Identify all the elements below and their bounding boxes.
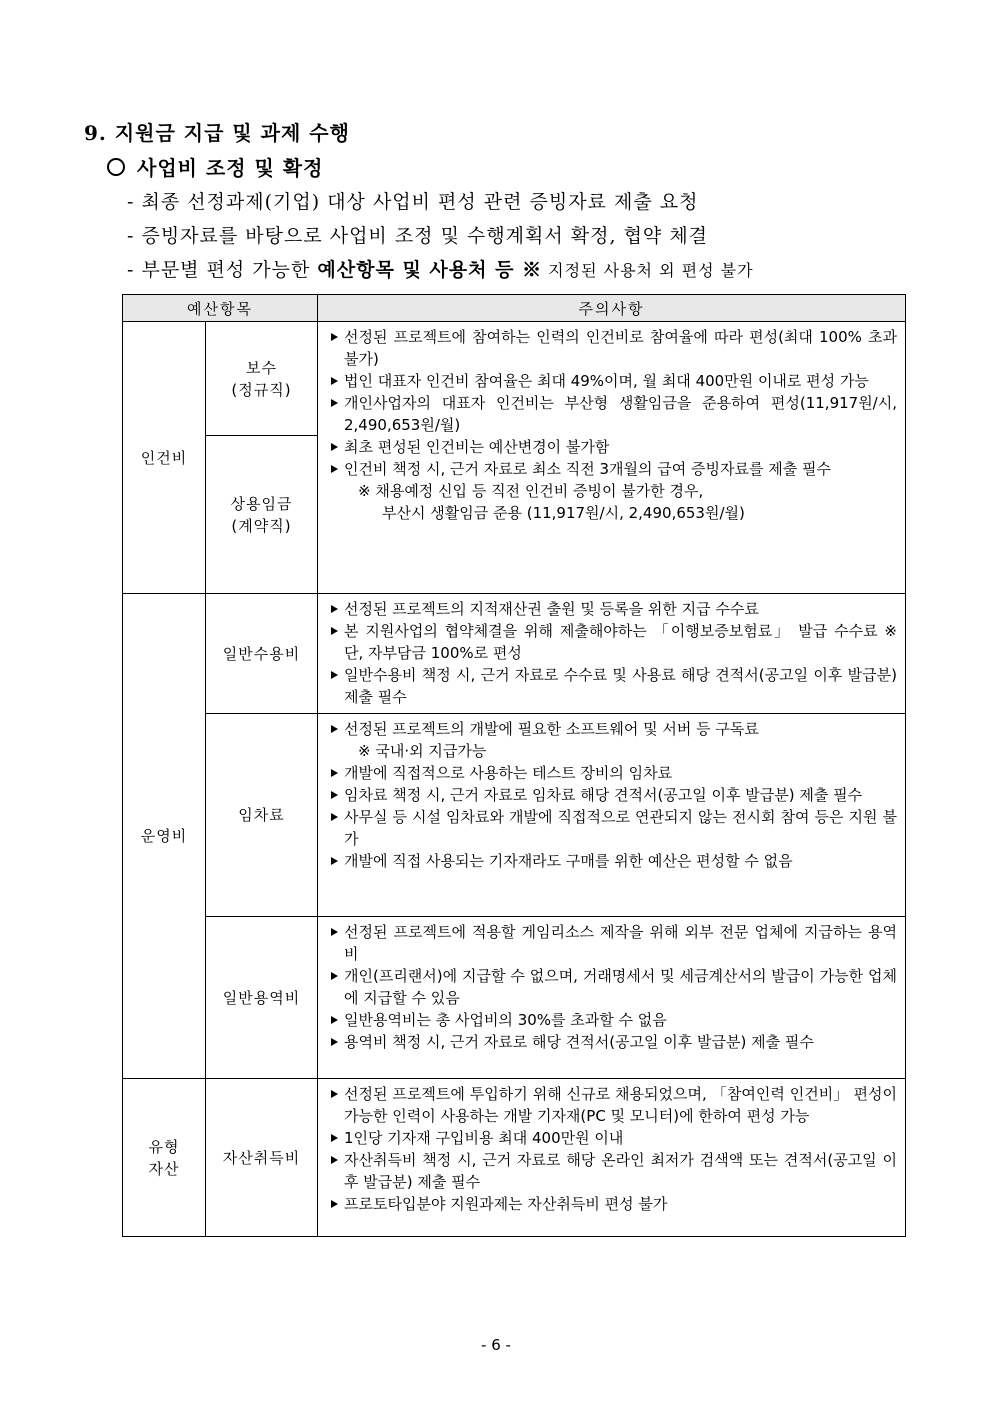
notes-rent bbox=[318, 714, 906, 917]
note-item: 개발에 직접 사용되는 기자재라도 구매를 위한 예산은 편성할 수 없음 bbox=[330, 850, 897, 872]
table-row bbox=[123, 917, 906, 1079]
bullet-line bbox=[127, 255, 754, 282]
remark: 부산시 생활임금 준용 (11,917원/시, 2,490,653원/월) bbox=[382, 504, 745, 522]
note-item: 프로토타입분야 지원과제는 자산취득비 편성 불가 bbox=[330, 1193, 897, 1215]
note-item: 개인(프리랜서)에 지급할 수 없으며, 거래명세서 및 세금계산서의 발급이 가능한 업체에 지급할 수 있음 bbox=[330, 965, 897, 1009]
note-item: 자산취득비 책정 시, 근거 자료로 해당 온라인 최저가 검색액 또는 견적서(공고일 이후 발급분) 제출 필수 bbox=[330, 1149, 897, 1193]
bullet-line: - 증빙자료를 바탕으로 사업비 조정 및 수행계획서 확정, 협약 체결 bbox=[127, 225, 709, 247]
table-row bbox=[123, 714, 906, 917]
notes-personnel bbox=[318, 322, 906, 594]
subsection-title: 사업비 조정 및 확정 bbox=[137, 156, 324, 180]
notes-service bbox=[318, 917, 906, 1079]
sub-label: (계약직) bbox=[231, 516, 292, 535]
page-number: - 6 - bbox=[481, 1336, 511, 1354]
note-item: 1인당 기자재 구입비용 최대 400만원 이내 bbox=[330, 1127, 897, 1149]
note-item: 일반수용비 책정 시, 근거 자료로 수수료 및 사용료 해당 견적서(공고일 이후 발급분) 제출 필수 bbox=[330, 664, 897, 708]
bullet-prefix: - 부문별 편성 가능한 bbox=[127, 259, 318, 281]
note-item: 선정된 프로젝트의 지적재산권 출원 및 등록을 위한 지급 수수료 bbox=[330, 598, 897, 620]
bullet-suffix: 지정된 사용처 외 편성 불가 bbox=[542, 261, 754, 280]
table-row bbox=[123, 322, 906, 436]
category-assets bbox=[123, 1079, 206, 1237]
category-personnel: 인건비 bbox=[123, 322, 206, 594]
note-item: 개인사업자의 대표자 인건비는 부산형 생활임금을 준용하여 편성(11,917원/시, 2,490,653원/월) bbox=[330, 392, 897, 436]
remark: ※ 채용예정 신입 등 직전 인건비 증빙이 불가한 경우, bbox=[358, 482, 704, 500]
header-budget-item: 예산항목 bbox=[123, 295, 318, 322]
sub-asset-acquisition: 자산취득비 bbox=[206, 1079, 318, 1237]
category-label: 유형 bbox=[148, 1137, 180, 1156]
header-notes: 주의사항 bbox=[318, 295, 906, 322]
bullet-line: - 최종 선정과제(기업) 대상 사업비 편성 관련 증빙자료 제출 요청 bbox=[127, 191, 699, 213]
circle-bullet-icon bbox=[107, 158, 125, 176]
sub-label: 상용임금 bbox=[230, 494, 293, 513]
sub-service: 일반용역비 bbox=[206, 917, 318, 1079]
sub-wage bbox=[206, 436, 318, 594]
table-row bbox=[123, 1079, 906, 1237]
sub-label: (정규직) bbox=[231, 380, 292, 399]
note-item: 인건비 책정 시, 근거 자료로 최소 직전 3개월의 급여 증빙자료를 제출 필수 bbox=[330, 458, 897, 480]
subsection-heading bbox=[107, 152, 323, 181]
note-item: 최초 편성된 인건비는 예산변경이 불가함 bbox=[330, 436, 897, 458]
notes-general-fee bbox=[318, 594, 906, 714]
note-item: 본 지원사업의 협약체결을 위해 제출해야하는 「이행보증보험료」 발급 수수료 ※ 단, 자부담금 100%로 편성 bbox=[330, 620, 897, 664]
bullet-bold: 예산항목 및 사용처 등 ※ bbox=[317, 259, 543, 281]
sub-salary bbox=[206, 322, 318, 436]
sub-label: 보수 bbox=[246, 358, 277, 377]
note-item: 선정된 프로젝트의 개발에 필요한 소프트웨어 및 서버 등 구독료 bbox=[330, 718, 897, 740]
note-item: 개발에 직접적으로 사용하는 테스트 장비의 임차료 bbox=[330, 762, 897, 784]
remark: ※ 국내·외 지급가능 bbox=[358, 742, 487, 760]
note-item: 임차료 책정 시, 근거 자료로 임차료 해당 견적서(공고일 이후 발급분) 제출 필수 bbox=[330, 784, 897, 806]
category-operating: 운영비 bbox=[123, 594, 206, 1079]
note-item: 법인 대표자 인건비 참여율은 최대 49%이며, 월 최대 400만원 이내로 편성 가능 bbox=[330, 370, 897, 392]
category-label: 자산 bbox=[148, 1159, 180, 1178]
sub-rent: 임차료 bbox=[206, 714, 318, 917]
note-item: 선정된 프로젝트에 참여하는 인력의 인건비로 참여율에 따라 편성(최대 100% 초과 불가) bbox=[330, 326, 897, 370]
budget-table bbox=[122, 294, 906, 1237]
note-item: 용역비 책정 시, 근거 자료로 해당 견적서(공고일 이후 발급분) 제출 필수 bbox=[330, 1031, 897, 1053]
section-heading: 9. 지원금 지급 및 과제 수행 bbox=[84, 121, 350, 145]
sub-general-fee: 일반수용비 bbox=[206, 594, 318, 714]
table-row bbox=[123, 594, 906, 714]
note-item: 선정된 프로젝트에 적용할 게임리소스 제작을 위해 외부 전문 업체에 지급하는 용역비 bbox=[330, 921, 897, 965]
note-item: 사무실 등 시설 임차료와 개발에 직접적으로 연관되지 않는 전시회 참여 등은 지원 불가 bbox=[330, 806, 897, 850]
notes-assets bbox=[318, 1079, 906, 1237]
note-item: 일반용역비는 총 사업비의 30%를 초과할 수 없음 bbox=[330, 1009, 897, 1031]
table-header-row bbox=[123, 295, 906, 322]
note-item: 선정된 프로젝트에 투입하기 위해 신규로 채용되었으며, 「참여인력 인건비」 편성이 가능한 인력이 사용하는 개발 기자재(PC 및 모니터)에 한하여 편성 가능 bbox=[330, 1083, 897, 1127]
